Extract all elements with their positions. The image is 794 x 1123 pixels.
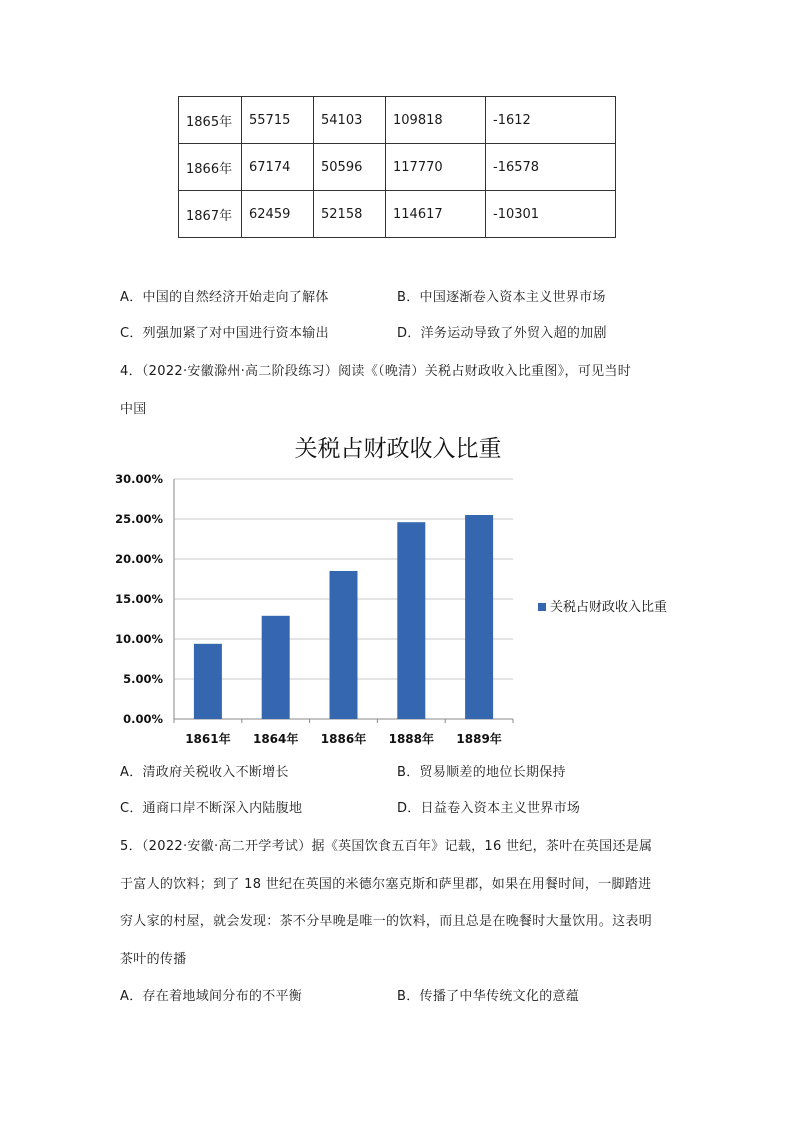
bar bbox=[397, 522, 425, 719]
table-cell: 52158 bbox=[314, 191, 386, 238]
q5-stem-line2: 于富人的饮料；到了 18 世纪在英国的米德尔塞克斯和萨里郡，如果在用餐时间，一脚踏进 bbox=[120, 877, 652, 892]
trade-table bbox=[178, 96, 616, 238]
table-cell: 50596 bbox=[314, 144, 386, 191]
table-cell: -16578 bbox=[486, 144, 616, 191]
x-tick-label: 1888年 bbox=[388, 732, 435, 746]
table-cell: -1612 bbox=[486, 97, 616, 144]
q4-option-c: C．通商口岸不断深入内陆腹地 bbox=[120, 801, 303, 816]
bar bbox=[194, 644, 222, 719]
table-row bbox=[179, 191, 616, 238]
y-tick-label: 20.00% bbox=[115, 552, 163, 566]
q5-stem-line1: 5．（2022·安徽·高二开学考试）据《英国饮食五百年》记载，16 世纪，茶叶在英国还是属 bbox=[120, 839, 653, 854]
q4-stem-line2: 中国 bbox=[120, 402, 147, 417]
table-cell: -10301 bbox=[486, 191, 616, 238]
q3-option-b: B．中国逐渐卷入资本主义世界市场 bbox=[397, 290, 606, 305]
bar bbox=[262, 616, 290, 719]
q4-option-b: B．贸易顺差的地位长期保持 bbox=[397, 765, 566, 780]
table-row bbox=[179, 144, 616, 191]
table-cell: 1866年 bbox=[179, 144, 242, 191]
q3-option-c: C．列强加紧了对中国进行资本输出 bbox=[120, 326, 329, 341]
chart-x-tick-labels bbox=[174, 719, 513, 746]
table-cell: 109818 bbox=[386, 97, 486, 144]
q4-option-a: A．清政府关税收入不断增长 bbox=[120, 765, 289, 780]
chart-legend bbox=[538, 599, 667, 615]
table-cell: 117770 bbox=[386, 144, 486, 191]
q4-option-d: D．日益卷入资本主义世界市场 bbox=[397, 801, 581, 816]
table-row bbox=[179, 97, 616, 144]
x-tick-label: 1889年 bbox=[456, 732, 502, 746]
y-tick-label: 5.00% bbox=[123, 672, 163, 686]
q4-stem-line1: 4．（2022·安徽滁州·高二阶段练习）阅读《（晚清）关税占财政收入比重图》，可见当时 bbox=[120, 364, 632, 379]
legend-label: 关税占财政收入比重 bbox=[550, 600, 668, 615]
y-tick-label: 0.00% bbox=[123, 712, 163, 726]
q5-option-b: B．传播了中华传统文化的意蕴 bbox=[397, 989, 580, 1004]
chart-bars bbox=[194, 515, 493, 719]
q5-stem-line3: 穷人家的村屋，就会发现：茶不分早晚是唯一的饮料，而且总是在晚餐时大量饮用。这表明 bbox=[120, 914, 653, 929]
table-cell: 62459 bbox=[242, 191, 314, 238]
chart-y-tick-labels bbox=[115, 472, 163, 726]
table-cell: 1867年 bbox=[179, 191, 242, 238]
q5-option-a: A．存在着地域间分布的不平衡 bbox=[120, 989, 303, 1004]
y-tick-label: 10.00% bbox=[115, 632, 163, 646]
chart-title: 关税占财政收入比重 bbox=[294, 436, 502, 462]
y-tick-label: 30.00% bbox=[115, 472, 163, 486]
table-cell: 114617 bbox=[386, 191, 486, 238]
q3-option-a: A．中国的自然经济开始走向了解体 bbox=[120, 290, 329, 305]
table-cell: 54103 bbox=[314, 97, 386, 144]
legend-swatch bbox=[538, 603, 546, 611]
y-tick-label: 15.00% bbox=[115, 592, 163, 606]
tariff-ratio-chart bbox=[0, 420, 794, 750]
y-tick-label: 25.00% bbox=[115, 512, 163, 526]
table-cell: 67174 bbox=[242, 144, 314, 191]
x-tick-label: 1886年 bbox=[320, 732, 367, 746]
x-tick-label: 1861年 bbox=[185, 732, 231, 746]
bar bbox=[330, 571, 358, 719]
table-cell: 1865年 bbox=[179, 97, 242, 144]
q3-option-d: D．洋务运动导致了外贸入超的加剧 bbox=[397, 326, 607, 341]
x-tick-label: 1864年 bbox=[252, 732, 299, 746]
table-cell: 55715 bbox=[242, 97, 314, 144]
q5-stem-line4: 茶叶的传播 bbox=[120, 952, 187, 967]
bar bbox=[465, 515, 493, 719]
